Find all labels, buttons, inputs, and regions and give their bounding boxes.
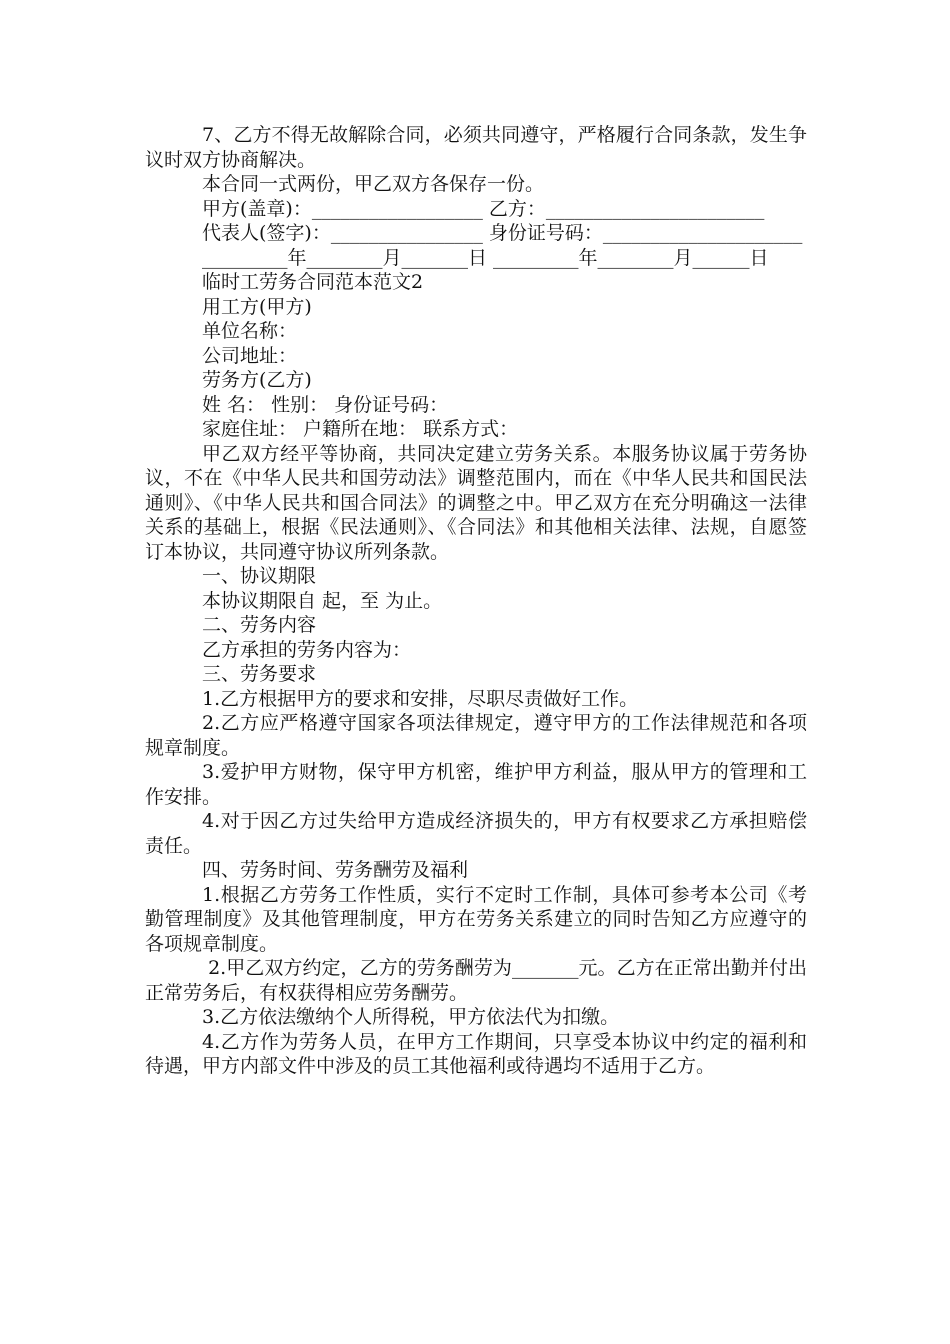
clause-7-terminate: 7、乙方不得无故解除合同，必须共同遵守，严格履行合同条款，发生争议时双方协商解决。 xyxy=(145,124,807,171)
worker-heading: 劳务方(乙方) xyxy=(202,369,312,391)
copies-statement: 本合同一式两份，甲乙双方各保存一份。 xyxy=(202,173,545,195)
content-clause: 乙方承担的劳务内容为： xyxy=(202,638,412,661)
tax-clause-3: 3.乙方依法缴纳个人所得税，甲方依法代为扣缴。 xyxy=(202,1006,620,1028)
representative-id-line: 代表人(签字)：________________ 身份证号码：_____________________ xyxy=(202,222,803,244)
requirement-4: 4.对于因乙方过失给甲方造成经济损失的，甲方有权要求乙方承担赔偿责任。 xyxy=(145,810,807,857)
heading-time-pay-benefits: 四、劳务时间、劳务酬劳及福利 xyxy=(202,859,469,881)
document-body xyxy=(145,123,807,1079)
requirement-1: 1.乙方根据甲方的要求和安排，尽职尽责做好工作。 xyxy=(202,687,639,710)
requirement-3: 3.爱护甲方财物，保守甲方机密，维护甲方利益，服从甲方的管理和工作安排。 xyxy=(145,761,807,808)
term-clause: 本协议期限自 起，至 为止。 xyxy=(202,589,443,612)
worker-identity-fields: 姓 名： 性别： 身份证号码： xyxy=(202,393,449,416)
requirement-2: 2.乙方应严格遵守国家各项法律规定，遵守甲方的工作法律规范和各项规章制度。 xyxy=(145,712,807,759)
section-title: 临时工劳务合同范本范文2 xyxy=(202,271,424,293)
company-address-field: 公司地址： xyxy=(202,344,298,367)
heading-content: 二、劳务内容 xyxy=(202,614,317,636)
heading-requirements: 三、劳务要求 xyxy=(202,663,317,685)
signature-party-line: 甲方(盖章)：__________________ 乙方：_______________________ xyxy=(202,197,765,220)
date-line: _________年________月_______日 _________年________月______日 xyxy=(202,246,769,269)
unit-name-field: 单位名称： xyxy=(202,320,298,342)
worker-address-fields: 家庭住址： 户籍所在地： 联系方式： xyxy=(202,418,519,440)
heading-term: 一、协议期限 xyxy=(202,565,317,587)
pay-clause-2: 2.甲乙双方约定，乙方的劳务酬劳为_______元。乙方在正常出勤并付出正常劳务后，有权获得相应劳务酬劳。 xyxy=(145,957,807,1004)
benefits-clause-4: 4.乙方作为劳务人员，在甲方工作期间，只享受本协议中约定的福利和待遇，甲方内部文件中涉及的员工其他福利或待遇均不适用于乙方。 xyxy=(145,1030,807,1077)
preamble-paragraph: 甲乙双方经平等协商，共同决定建立劳务关系。本服务协议属于劳务协议，不在《中华人民共和国劳动法》调整范围内，而在《中华人民共和国民法通则》、《中华人民共和国合同法》的调整之中。甲乙双方在充分明确这一法律关系的基础上，根据《民法通则》、《合同法》和其他相关法律、法规，自愿签订本协议，共同遵守协议所列条款。 xyxy=(145,442,807,563)
employer-heading: 用工方(甲方) xyxy=(202,295,312,318)
time-clause-1: 1.根据乙方劳务工作性质，实行不定时工作制，具体可参考本公司《考勤管理制度》及其他管理制度，甲方在劳务关系建立的同时告知乙方应遵守的各项规章制度。 xyxy=(145,883,807,955)
